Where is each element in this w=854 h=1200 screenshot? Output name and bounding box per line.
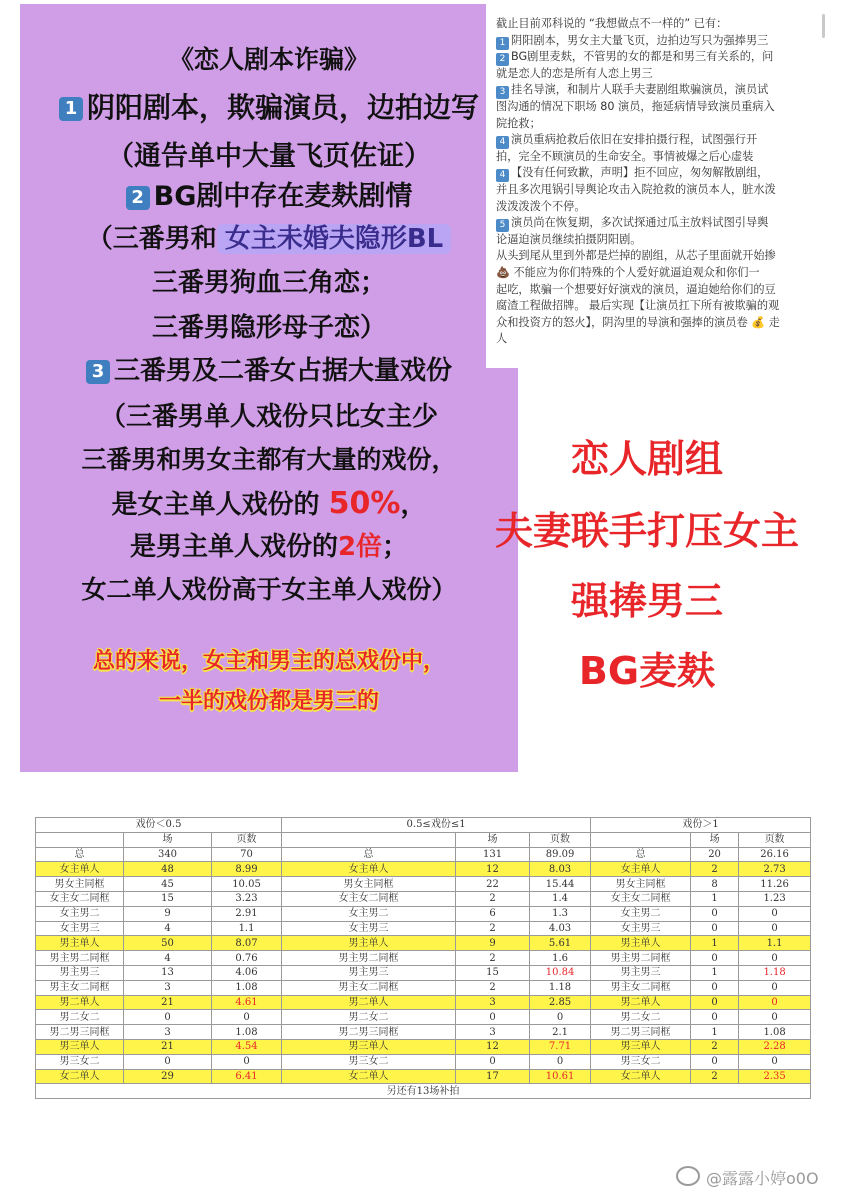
table-cell: 总 [36,847,124,862]
sub-header-row [36,832,811,847]
table-cell: 0 [456,1054,530,1069]
note-line [496,282,812,299]
number-badge: 4 [496,169,509,182]
note-line [496,82,812,99]
table-cell: 男主男三 [282,965,456,980]
table-cell: 男二女二 [591,1010,691,1025]
table-row [36,1025,811,1040]
table-cell: 4.06 [212,965,282,980]
table-cell: 0 [691,1054,739,1069]
table-cell: 340 [124,847,212,862]
table-cell: 男女主同框 [591,877,691,892]
table-cell: 2 [691,1069,739,1084]
poster-item-1 [20,86,518,126]
table-row [36,847,811,862]
table-cell: 女主女二同框 [282,891,456,906]
table-cell: 13 [124,965,212,980]
table-cell: 8 [691,877,739,892]
note-line [496,16,812,33]
number-badge-3: 3 [86,360,110,384]
table-cell: 男三女二 [36,1054,124,1069]
table-cell: 1 [691,1025,739,1040]
blank-header-cell [36,832,124,847]
note-line [496,298,812,315]
table-cell: 26.16 [739,847,811,862]
table-cell: 45 [124,877,212,892]
table-cell: 12 [456,862,530,877]
poster-item-2-text: BG剧中存在麦麸剧情 [153,181,413,212]
table-cell: 男二女二 [36,1010,124,1025]
note-line-text: 阴阳剧本，男女主大量飞页，边拍边写只为强捧男三 [511,33,769,47]
poster-item-3-line3-prefix: 是女主单人戏份的 [111,490,320,520]
note-line [496,215,812,232]
note-line-text: 演员尚在恢复期，多次试探通过瓜主放料试图引导舆 [511,216,769,230]
table-cell: 1 [691,891,739,906]
note-line [496,165,812,182]
table-cell: 1.18 [739,965,811,980]
poster-item-1-note: （通告单中大量飞页佐证） [107,141,431,172]
poster-item-3 [20,350,518,387]
note-line [496,265,812,282]
summary-line-2: 一半的戏份都是男三的 [158,689,379,714]
table-cell: 0.76 [212,951,282,966]
table-cell: 0 [739,906,811,921]
table-cell: 女主男三 [36,921,124,936]
table-cell: 21 [124,1039,212,1054]
table-cell: 女二单人 [36,1069,124,1084]
poster-item-3-line4-prefix: 是男主单人戏份的 [129,532,338,562]
group-header: 0.5≤戏份≤1 [282,818,591,833]
table-cell: 4.03 [530,921,591,936]
table-row [36,891,811,906]
table-cell: 10.05 [212,877,282,892]
table-cell: 男女主同框 [282,877,456,892]
sub-header: 页数 [530,832,591,847]
table-cell: 1.08 [739,1025,811,1040]
note-line-text: 演员重病抢救后依旧在安排拍摄行程，试图强行开 [511,133,758,147]
table-cell: 48 [124,862,212,877]
table-row [36,921,811,936]
table-cell: 8.99 [212,862,282,877]
note-line-text: 人 [496,332,508,346]
table-cell: 3 [124,980,212,995]
note-line [496,149,812,166]
table-cell: 2 [456,951,530,966]
table-cell: 男三女二 [591,1054,691,1069]
sub-header: 场 [691,832,739,847]
table-cell: 男二单人 [36,995,124,1010]
table-cell: 131 [456,847,530,862]
poster-item-2-line3: 三番男隐形母子恋） [151,313,386,343]
table-cell: 21 [124,995,212,1010]
poster-item-3-line2: 三番男和男女主都有大量的戏份， [81,445,457,474]
table-cell: 89.09 [530,847,591,862]
table-cell: 8.03 [530,862,591,877]
table-cell: 0 [691,906,739,921]
table-cell: 2.28 [739,1039,811,1054]
table-cell: 0 [691,995,739,1010]
note-line [496,66,812,83]
table-cell: 男三单人 [36,1039,124,1054]
table-cell: 女主男三 [282,921,456,936]
table-cell: 29 [124,1069,212,1084]
table-cell: 男二单人 [591,995,691,1010]
table-cell: 男三单人 [591,1039,691,1054]
scrollbar[interactable] [822,14,825,38]
group-header: 戏份＜0.5 [36,818,282,833]
note-line-text: 截止目前邓科说的 “我想做点不一样的” 已有： [496,17,728,30]
table-cell: 8.07 [212,936,282,951]
table-cell: 0 [212,1010,282,1025]
table-cell: 女主男二 [282,906,456,921]
number-badge: 1 [496,37,509,50]
table-cell: 男主男二同框 [282,951,456,966]
note-line-text: 挂名导演，和制片人联手夫妻剧组欺骗演员，演员试 [511,83,769,97]
note-line-text: 从头到尾从里到外都是烂掉的剧组，从芯子里面就开始掺 [496,249,776,263]
table-cell: 5.61 [530,936,591,951]
table-row [36,877,811,892]
table-cell: 12 [456,1039,530,1054]
table-cell: 男主单人 [36,936,124,951]
note-line [496,116,812,133]
table-cell: 15.44 [530,877,591,892]
table-cell: 1 [691,936,739,951]
table-cell: 0 [739,1010,811,1025]
table-cell: 女主男二 [591,906,691,921]
table-cell: 男二单人 [282,995,456,1010]
sub-header: 场 [124,832,212,847]
table-cell: 女主单人 [282,862,456,877]
scene-count-table [35,817,811,1099]
percent-value: 50% [328,486,401,521]
table-cell: 10.84 [530,965,591,980]
weibo-icon [676,1166,700,1186]
table-row [36,1054,811,1069]
note-line [496,315,812,332]
table-cell: 3.23 [212,891,282,906]
table-cell: 女二单人 [282,1069,456,1084]
table-row [36,906,811,921]
poster-item-3-line3-suffix: ， [400,490,427,520]
table-cell: 0 [739,980,811,995]
table-cell: 0 [691,921,739,936]
blank-header-cell [282,832,456,847]
table-cell: 1.23 [739,891,811,906]
note-line-text: 并且多次甩锅引导舆论攻击入院抢救的演员本人，脏水泼 [496,183,776,196]
table-cell: 男三单人 [282,1039,456,1054]
table-cell: 10.61 [530,1069,591,1084]
number-badge: 4 [496,136,509,149]
note-line-text: BG剧里麦麸，不管男的女的都是和男三有关系的，问 [511,50,774,64]
note-line-text: 💩 不能应为你们特殊的个人爱好就逼迫观众和你们一 [496,266,760,279]
table-cell: 1.1 [739,936,811,951]
note-line [496,49,812,66]
blank-header-cell [591,832,691,847]
note-line [496,331,812,348]
note-line-text: 腐渣工程做招牌。 最后实现【让演员扛下所有被欺骗的观 [496,299,780,313]
poster-item-2-line2: 三番男狗血三角恋； [151,268,386,298]
number-badge: 3 [496,86,509,99]
table-row [36,980,811,995]
watermark-text: @露露小婷o0O [706,1169,819,1188]
poster-item-1-text: 阴阳剧本，欺骗演员，边拍边写 [86,91,479,124]
note-line-text: 【没有任何致歉，声明】拒不回应，匆匆解散剧组， [511,166,769,180]
table-row [36,1069,811,1084]
headline-line-1: 恋人剧组 [570,437,723,481]
note-line [496,182,812,199]
group-header-row [36,818,811,833]
table-cell: 0 [691,951,739,966]
table-footer: 另还有13场补拍 [36,1084,811,1099]
table-cell: 15 [456,965,530,980]
table-cell: 2 [691,862,739,877]
table-cell: 1.3 [530,906,591,921]
table-cell: 2.1 [530,1025,591,1040]
table-cell: 50 [124,936,212,951]
table-cell: 4 [124,951,212,966]
table-cell: 3 [124,1025,212,1040]
poster-item-2-note-prefix: （三番男和 [86,224,217,254]
table-cell: 男二男三同框 [282,1025,456,1040]
table-cell: 男三女二 [282,1054,456,1069]
note-line [496,99,812,116]
note-line-text: 就是恋人的恋是所有人恋上男三 [496,66,653,80]
table-cell: 女主单人 [591,862,691,877]
table-cell: 0 [739,1054,811,1069]
table-cell: 70 [212,847,282,862]
table-cell: 3 [456,995,530,1010]
note-line-text: 院抢救； [496,116,541,130]
table-row [36,995,811,1010]
table-cell: 4.61 [212,995,282,1010]
table-cell: 3 [456,1025,530,1040]
table-cell: 男主女二同框 [36,980,124,995]
table-cell: 11.26 [739,877,811,892]
table-row [36,1010,811,1025]
highlighted-text: 女主未婚夫隐形BL [217,224,451,254]
watermark [676,1166,819,1189]
table-cell: 17 [456,1069,530,1084]
sub-header: 页数 [212,832,282,847]
table-cell: 9 [124,906,212,921]
table-cell: 男主男三 [591,965,691,980]
table-cell: 22 [456,877,530,892]
table-cell: 0 [530,1010,591,1025]
note-line [496,232,812,249]
poster-item-3-line5: 女二单人戏份高于女主单人戏份） [81,575,457,604]
table-cell: 男主女二同框 [591,980,691,995]
headline-line-3: 强捧男三 [570,579,723,623]
table-cell: 女主单人 [36,862,124,877]
poster-title: 《恋人剧本诈骗》 [168,45,369,74]
table-cell: 9 [456,936,530,951]
table-cell: 男主男三 [36,965,124,980]
table-cell: 总 [282,847,456,862]
sub-header: 页数 [739,832,811,847]
table-cell: 男二女二 [282,1010,456,1025]
summary-line-1: 总的来说，女主和男主的总戏份中， [92,649,445,674]
number-badge: 2 [496,53,509,66]
note-line-text: 论逼迫演员继续拍摄阴阳剧。 [496,232,642,246]
number-badge-1: 1 [59,97,83,121]
table-cell: 1.4 [530,891,591,906]
table-cell: 0 [530,1054,591,1069]
table-row [36,1039,811,1054]
table-cell: 男主男二同框 [591,951,691,966]
table-cell: 1.6 [530,951,591,966]
table-cell: 女主男三 [591,921,691,936]
table-cell: 15 [124,891,212,906]
note-line-text: 泼泼泼泼个不停。 [496,199,586,213]
table-cell: 女主男二 [36,906,124,921]
table-cell: 女二单人 [591,1069,691,1084]
table-cell: 1.18 [530,980,591,995]
headline-line-2: 夫妻联手打压女主 [494,509,799,553]
poster-item-2 [20,174,518,213]
note-line-text: 图沟通的情况下职场 80 演员，拖延病情导致演员重病入 [496,100,775,113]
table-cell: 总 [591,847,691,862]
number-badge: 5 [496,219,509,232]
headline-line-4: BG麦麸 [578,649,716,693]
table-cell: 2.35 [739,1069,811,1084]
table-cell: 男主单人 [591,936,691,951]
sub-header: 场 [456,832,530,847]
number-badge-2: 2 [126,186,150,210]
table-cell: 0 [739,951,811,966]
table-cell: 0 [124,1054,212,1069]
table-cell: 4 [124,921,212,936]
note-line [496,199,812,216]
table-cell: 2.91 [212,906,282,921]
table-footer-row [36,1084,811,1099]
table-cell: 女主女二同框 [36,891,124,906]
table-cell: 4.54 [212,1039,282,1054]
poster-item-2-note [20,218,518,255]
table-row [36,936,811,951]
note-line-text: 众和投资方的怒火】，阴沟里的导演和强捧的演员卷 💰 走 [496,315,780,329]
multiplier-value: 2倍 [337,532,383,562]
note-line-text: 拍，完全不顾演员的生命安全。事情被爆之后心虚装 [496,149,754,163]
table-cell: 1.08 [212,980,282,995]
note-screenshot [486,4,818,368]
poster-item-3-line4-suffix: ； [382,532,409,562]
table-cell: 0 [124,1010,212,1025]
table-cell: 男女主同框 [36,877,124,892]
table-cell: 男主女二同框 [282,980,456,995]
group-header: 戏份＞1 [591,818,811,833]
note-line [496,33,812,50]
table-cell: 1 [691,965,739,980]
table-row [36,965,811,980]
table-cell: 6.41 [212,1069,282,1084]
poster-item-3-text: 三番男及二番女占据大量戏份 [113,356,452,386]
table-cell: 男主男二同框 [36,951,124,966]
table-cell: 0 [212,1054,282,1069]
table-cell: 男二男三同框 [591,1025,691,1040]
table-cell: 2 [456,921,530,936]
table-row [36,951,811,966]
note-line [496,132,812,149]
note-line [496,248,812,265]
table-cell: 0 [691,1010,739,1025]
table-cell: 男二男三同框 [36,1025,124,1040]
table-cell: 7.71 [530,1039,591,1054]
table-cell: 0 [691,980,739,995]
table-cell: 2 [691,1039,739,1054]
table-cell: 男主单人 [282,936,456,951]
table-cell: 2.73 [739,862,811,877]
table-cell: 1.1 [212,921,282,936]
table-cell: 0 [456,1010,530,1025]
table-cell: 2 [456,891,530,906]
table-cell: 20 [691,847,739,862]
table-cell: 0 [739,995,811,1010]
table-cell: 女主女二同框 [591,891,691,906]
table-cell: 2 [456,980,530,995]
table-cell: 1.08 [212,1025,282,1040]
table-row [36,862,811,877]
table-cell: 6 [456,906,530,921]
note-line-text: 起吃，欺骗一个想要好好演戏的演员，逼迫她给你们的豆 [496,282,776,296]
table-cell: 2.85 [530,995,591,1010]
table-cell: 0 [739,921,811,936]
poster-item-3-line1: （三番男单人戏份只比女主少 [99,402,438,432]
